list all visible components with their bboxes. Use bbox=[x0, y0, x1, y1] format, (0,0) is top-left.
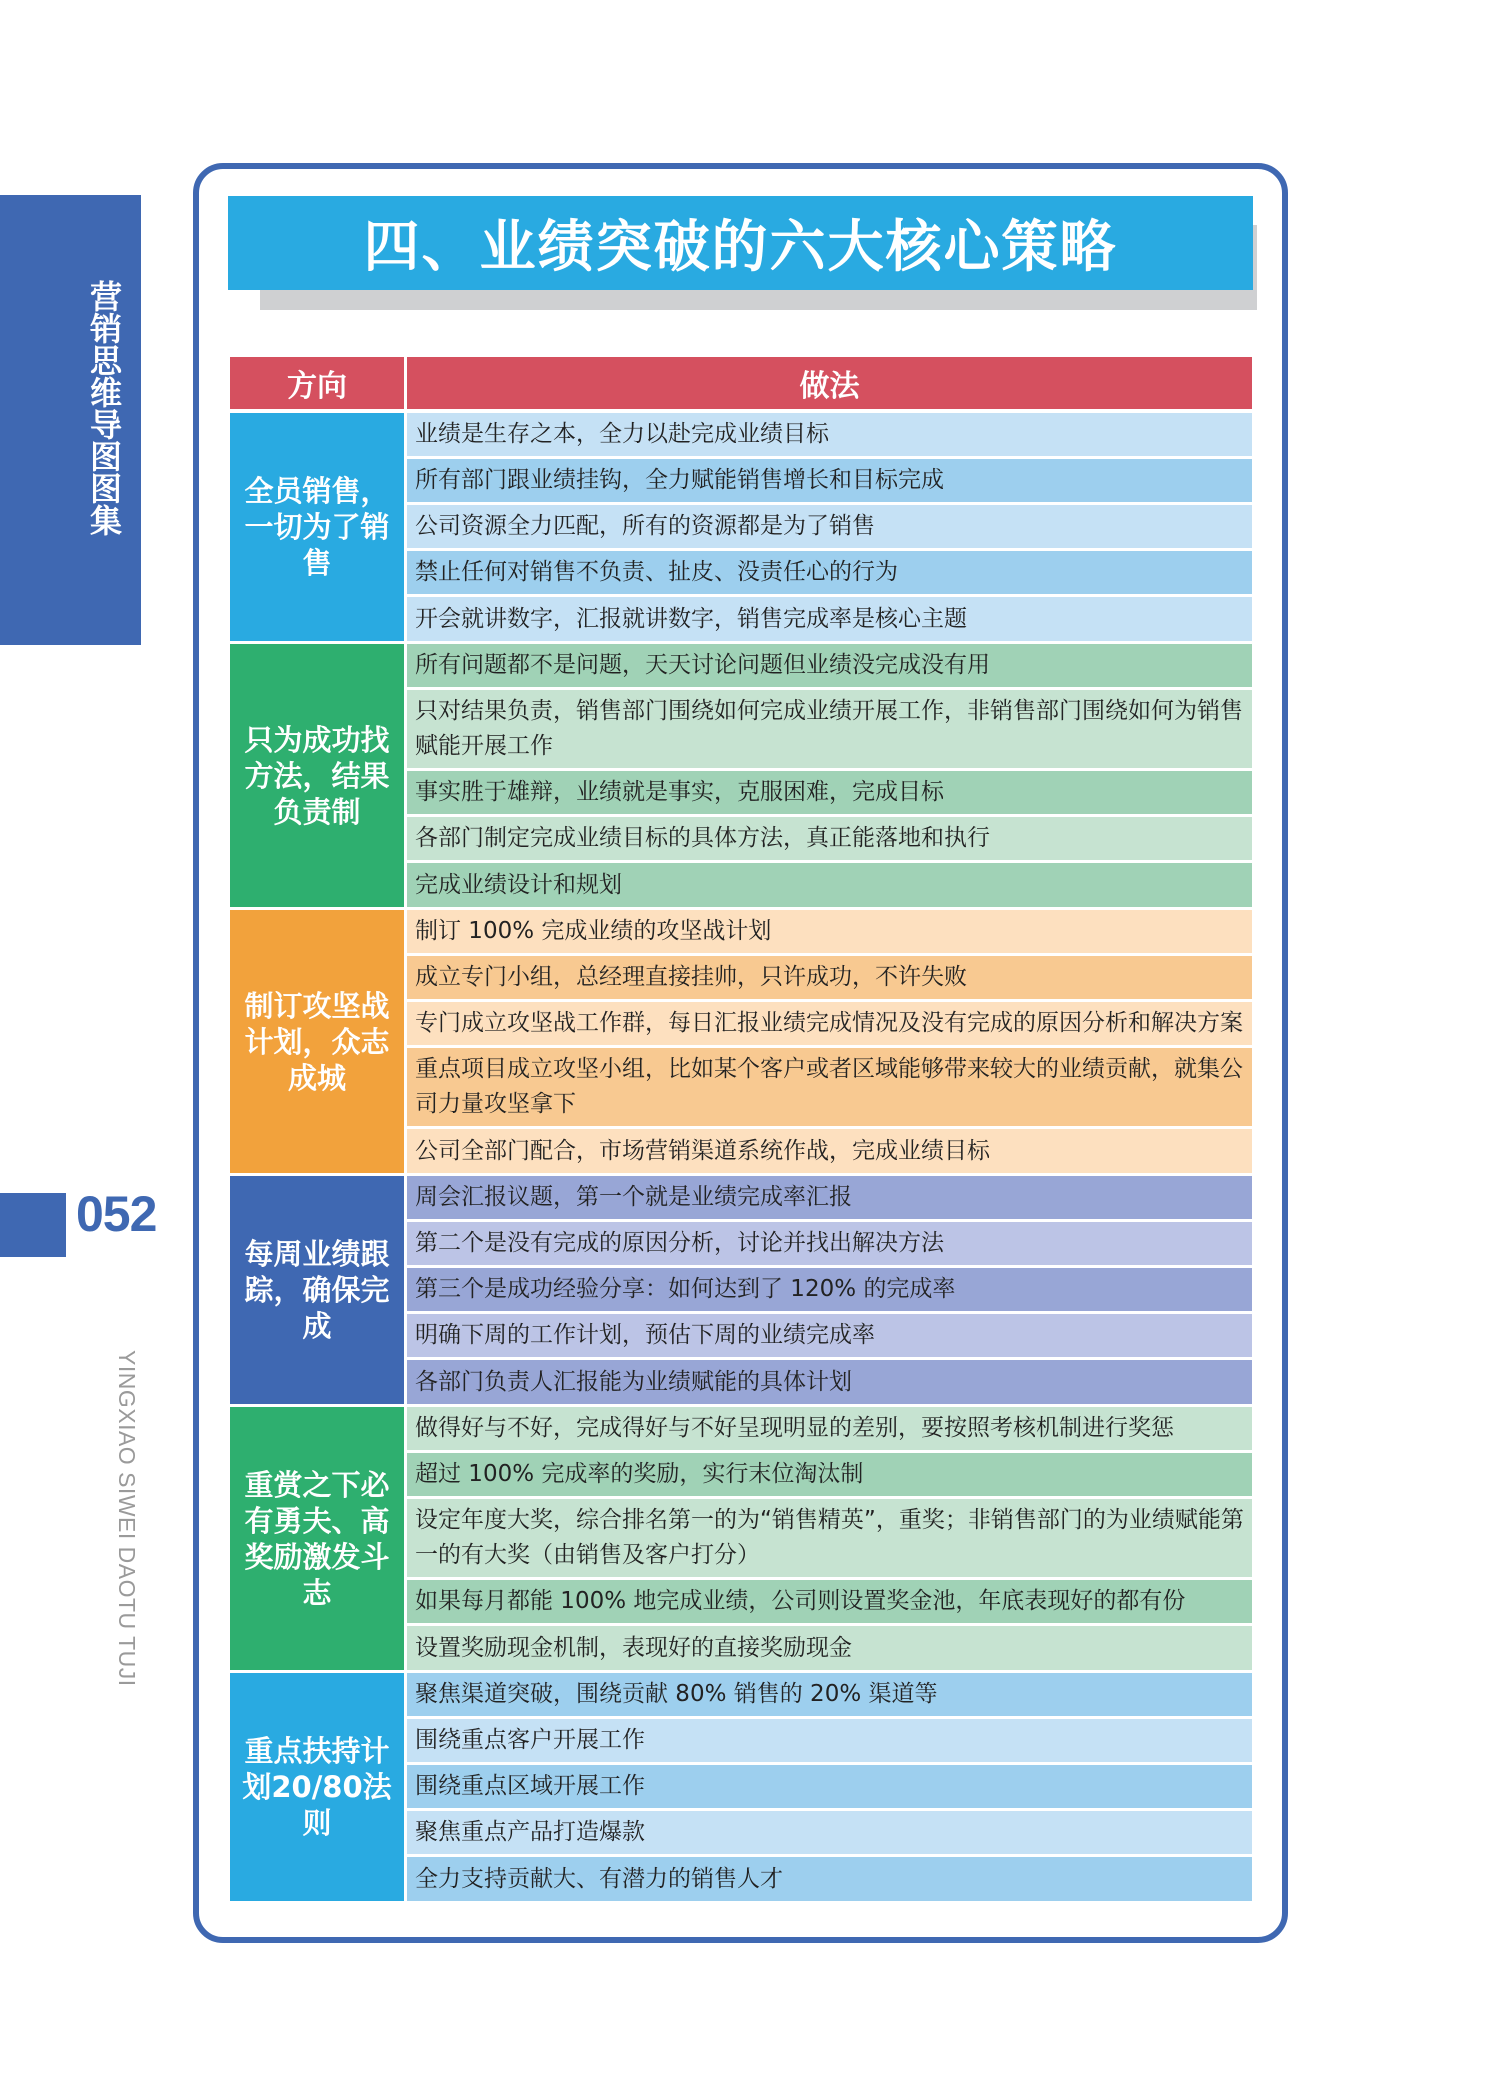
header-method: 做法 bbox=[407, 357, 1252, 409]
method-list bbox=[407, 1176, 1252, 1404]
direction-cell: 每周业绩跟踪，确保完成 bbox=[230, 1176, 404, 1404]
method-row: 公司全部门配合，市场营销渠道系统作战，完成业绩目标 bbox=[407, 1129, 1252, 1173]
strategy-group bbox=[230, 413, 1252, 641]
method-row: 第二个是没有完成的原因分析，讨论并找出解决方法 bbox=[407, 1222, 1252, 1268]
direction-cell: 重赏之下必有勇夫、高奖励激发斗志 bbox=[230, 1407, 404, 1670]
method-row: 制订 100% 完成业绩的攻坚战计划 bbox=[407, 910, 1252, 956]
strategy-table bbox=[230, 357, 1252, 1904]
method-row: 围绕重点客户开展工作 bbox=[407, 1719, 1252, 1765]
method-row: 第三个是成功经验分享：如何达到了 120% 的完成率 bbox=[407, 1268, 1252, 1314]
strategy-group bbox=[230, 1176, 1252, 1404]
method-row: 业绩是生存之本，全力以赴完成业绩目标 bbox=[407, 413, 1252, 459]
direction-cell: 重点扶持计划20/80法则 bbox=[230, 1673, 404, 1901]
method-row: 专门成立攻坚战工作群，每日汇报业绩完成情况及没有完成的原因分析和解决方案 bbox=[407, 1002, 1252, 1048]
method-row: 所有部门跟业绩挂钩，全力赋能销售增长和目标完成 bbox=[407, 459, 1252, 505]
method-row: 超过 100% 完成率的奖励，实行末位淘汰制 bbox=[407, 1453, 1252, 1499]
method-row: 周会汇报议题，第一个就是业绩完成率汇报 bbox=[407, 1176, 1252, 1222]
method-row: 聚焦渠道突破，围绕贡献 80% 销售的 20% 渠道等 bbox=[407, 1673, 1252, 1719]
method-row: 设置奖励现金机制，表现好的直接奖励现金 bbox=[407, 1626, 1252, 1670]
method-row: 明确下周的工作计划，预估下周的业绩完成率 bbox=[407, 1314, 1252, 1360]
method-row: 重点项目成立攻坚小组，比如某个客户或者区域能够带来较大的业绩贡献，就集公司力量攻坚拿下 bbox=[407, 1048, 1252, 1129]
method-row: 所有问题都不是问题，天天讨论问题但业绩没完成没有用 bbox=[407, 644, 1252, 690]
method-row: 做得好与不好，完成得好与不好呈现明显的差别，要按照考核机制进行奖惩 bbox=[407, 1407, 1252, 1453]
page-title: 四、业绩突破的六大核心策略 bbox=[363, 215, 1118, 280]
method-row: 全力支持贡献大、有潜力的销售人才 bbox=[407, 1857, 1252, 1901]
method-row: 只对结果负责，销售部门围绕如何完成业绩开展工作，非销售部门围绕如何为销售赋能开展工作 bbox=[407, 690, 1252, 771]
direction-cell: 只为成功找方法，结果负责制 bbox=[230, 644, 404, 907]
table-body bbox=[230, 413, 1252, 1901]
method-list bbox=[407, 644, 1252, 907]
method-list bbox=[407, 910, 1252, 1173]
direction-cell: 制订攻坚战计划，众志成城 bbox=[230, 910, 404, 1173]
method-row: 公司资源全力匹配，所有的资源都是为了销售 bbox=[407, 505, 1252, 551]
method-row: 完成业绩设计和规划 bbox=[407, 863, 1252, 907]
method-row: 禁止任何对销售不负责、扯皮、没责任心的行为 bbox=[407, 551, 1252, 597]
method-row: 成立专门小组，总经理直接挂帅，只许成功，不许失败 bbox=[407, 956, 1252, 1002]
header-direction: 方向 bbox=[230, 357, 404, 409]
strategy-group bbox=[230, 1673, 1252, 1901]
title-banner bbox=[228, 196, 1253, 290]
direction-cell: 全员销售，一切为了销售 bbox=[230, 413, 404, 641]
method-row: 围绕重点区域开展工作 bbox=[407, 1765, 1252, 1811]
method-row: 聚焦重点产品打造爆款 bbox=[407, 1811, 1252, 1857]
english-book-title: YINGXIAO SIWEI DAOTU TUJI bbox=[114, 1350, 140, 1687]
method-row: 各部门制定完成业绩目标的具体方法，真正能落地和执行 bbox=[407, 817, 1252, 863]
method-row: 如果每月都能 100% 地完成业绩，公司则设置奖金池，年底表现好的都有份 bbox=[407, 1580, 1252, 1626]
method-list bbox=[407, 413, 1252, 641]
method-row: 事实胜于雄辩，业绩就是事实，克服困难，完成目标 bbox=[407, 771, 1252, 817]
method-row: 各部门负责人汇报能为业绩赋能的具体计划 bbox=[407, 1360, 1252, 1404]
method-row: 设定年度大奖，综合排名第一的为“销售精英”，重奖；非销售部门的为业绩赋能第一的有大奖（由销售及客户打分） bbox=[407, 1499, 1252, 1580]
page-number: 052 bbox=[76, 1186, 157, 1242]
strategy-group bbox=[230, 644, 1252, 907]
strategy-group bbox=[230, 1407, 1252, 1670]
page-number-marker bbox=[0, 1193, 66, 1257]
method-list bbox=[407, 1673, 1252, 1901]
table-header bbox=[230, 357, 1252, 409]
strategy-group bbox=[230, 910, 1252, 1173]
method-list bbox=[407, 1407, 1252, 1670]
section-title: 营销思维导图图集 bbox=[85, 280, 123, 536]
method-row: 开会就讲数字，汇报就讲数字，销售完成率是核心主题 bbox=[407, 597, 1252, 641]
